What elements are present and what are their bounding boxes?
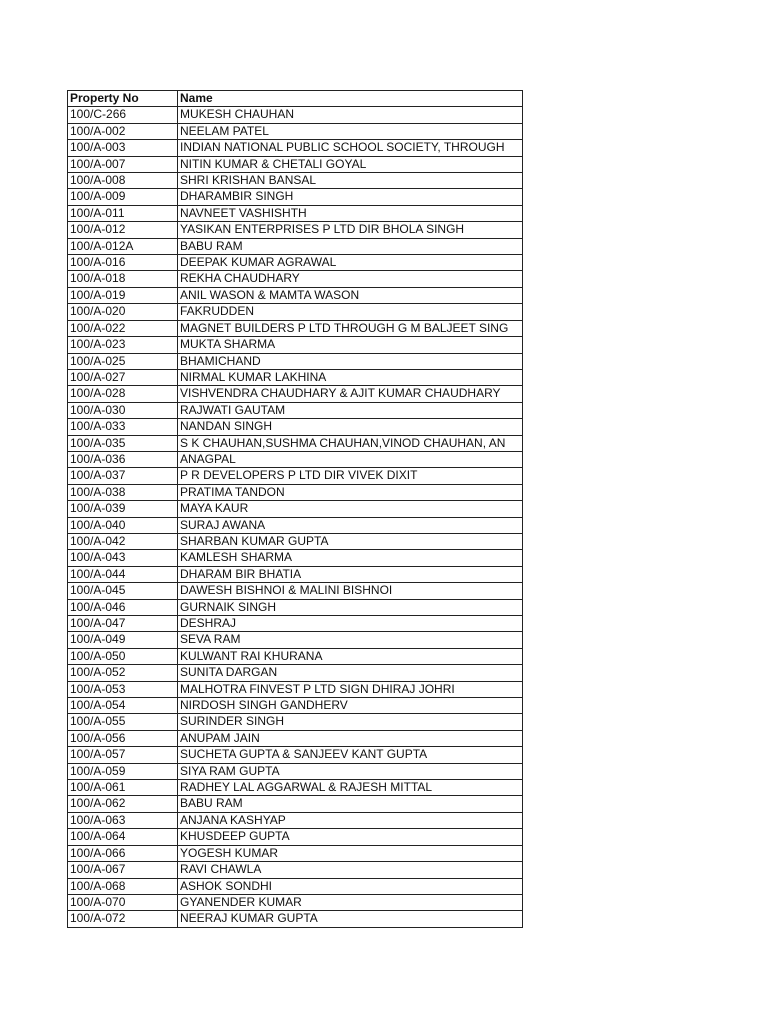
table-row bbox=[68, 484, 523, 500]
table-row bbox=[68, 796, 523, 812]
cell-property-no: 100/A-054 bbox=[68, 698, 178, 714]
cell-name: ANAGPAL bbox=[178, 451, 523, 467]
cell-property-no: 100/A-052 bbox=[68, 665, 178, 681]
table-row bbox=[68, 156, 523, 172]
cell-name: NIRMAL KUMAR LAKHINA bbox=[178, 369, 523, 385]
cell-property-no: 100/A-008 bbox=[68, 173, 178, 189]
cell-property-no: 100/A-042 bbox=[68, 533, 178, 549]
table-row bbox=[68, 566, 523, 582]
table-row bbox=[68, 255, 523, 271]
cell-name: MAGNET BUILDERS P LTD THROUGH G M BALJEET SING bbox=[178, 320, 523, 336]
cell-name: MUKTA SHARMA bbox=[178, 337, 523, 353]
cell-property-no: 100/A-066 bbox=[68, 845, 178, 861]
cell-property-no: 100/A-016 bbox=[68, 255, 178, 271]
table-row bbox=[68, 517, 523, 533]
cell-property-no: 100/A-056 bbox=[68, 730, 178, 746]
cell-name: DAWESH BISHNOI & MALINI BISHNOI bbox=[178, 583, 523, 599]
cell-name: MAYA KAUR bbox=[178, 501, 523, 517]
cell-property-no: 100/A-059 bbox=[68, 763, 178, 779]
cell-name: BABU RAM bbox=[178, 238, 523, 254]
table-row bbox=[68, 616, 523, 632]
table-row bbox=[68, 337, 523, 353]
table-row bbox=[68, 747, 523, 763]
cell-property-no: 100/A-040 bbox=[68, 517, 178, 533]
cell-name: GYANENDER KUMAR bbox=[178, 894, 523, 910]
cell-property-no: 100/A-061 bbox=[68, 780, 178, 796]
table-row bbox=[68, 123, 523, 139]
cell-property-no: 100/A-019 bbox=[68, 287, 178, 303]
cell-property-no: 100/C-266 bbox=[68, 107, 178, 123]
cell-property-no: 100/A-070 bbox=[68, 894, 178, 910]
cell-name: KAMLESH SHARMA bbox=[178, 550, 523, 566]
cell-property-no: 100/A-050 bbox=[68, 648, 178, 664]
spreadsheet-page bbox=[67, 90, 522, 928]
cell-name: MALHOTRA FINVEST P LTD SIGN DHIRAJ JOHRI bbox=[178, 681, 523, 697]
cell-name: DEEPAK KUMAR AGRAWAL bbox=[178, 255, 523, 271]
table-row bbox=[68, 533, 523, 549]
table-row bbox=[68, 501, 523, 517]
cell-name: PRATIMA TANDON bbox=[178, 484, 523, 500]
cell-name: NEERAJ KUMAR GUPTA bbox=[178, 911, 523, 927]
table-row bbox=[68, 468, 523, 484]
header-property-no: Property No bbox=[68, 91, 178, 107]
cell-name: BABU RAM bbox=[178, 796, 523, 812]
table-row bbox=[68, 730, 523, 746]
table-row bbox=[68, 386, 523, 402]
cell-property-no: 100/A-027 bbox=[68, 369, 178, 385]
cell-property-no: 100/A-047 bbox=[68, 616, 178, 632]
table-row bbox=[68, 189, 523, 205]
cell-property-no: 100/A-011 bbox=[68, 205, 178, 221]
cell-property-no: 100/A-053 bbox=[68, 681, 178, 697]
cell-property-no: 100/A-007 bbox=[68, 156, 178, 172]
cell-property-no: 100/A-020 bbox=[68, 304, 178, 320]
cell-name: ASHOK SONDHI bbox=[178, 878, 523, 894]
cell-property-no: 100/A-038 bbox=[68, 484, 178, 500]
cell-property-no: 100/A-067 bbox=[68, 862, 178, 878]
cell-property-no: 100/A-057 bbox=[68, 747, 178, 763]
cell-name: RAVI CHAWLA bbox=[178, 862, 523, 878]
cell-name: SURINDER SINGH bbox=[178, 714, 523, 730]
cell-property-no: 100/A-044 bbox=[68, 566, 178, 582]
cell-name: ANJANA KASHYAP bbox=[178, 812, 523, 828]
cell-name: MUKESH CHAUHAN bbox=[178, 107, 523, 123]
table-row bbox=[68, 714, 523, 730]
cell-name: SUCHETA GUPTA & SANJEEV KANT GUPTA bbox=[178, 747, 523, 763]
table-row bbox=[68, 353, 523, 369]
table-row bbox=[68, 599, 523, 615]
cell-property-no: 100/A-055 bbox=[68, 714, 178, 730]
table-row bbox=[68, 780, 523, 796]
cell-name: RAJWATI GAUTAM bbox=[178, 402, 523, 418]
table-row bbox=[68, 894, 523, 910]
cell-property-no: 100/A-046 bbox=[68, 599, 178, 615]
table-row bbox=[68, 648, 523, 664]
cell-name: SIYA RAM GUPTA bbox=[178, 763, 523, 779]
cell-property-no: 100/A-009 bbox=[68, 189, 178, 205]
cell-property-no: 100/A-002 bbox=[68, 123, 178, 139]
cell-property-no: 100/A-063 bbox=[68, 812, 178, 828]
table-row bbox=[68, 451, 523, 467]
table-row bbox=[68, 369, 523, 385]
cell-property-no: 100/A-036 bbox=[68, 451, 178, 467]
cell-name: BHAMICHAND bbox=[178, 353, 523, 369]
cell-property-no: 100/A-064 bbox=[68, 829, 178, 845]
cell-name: RADHEY LAL AGGARWAL & RAJESH MITTAL bbox=[178, 780, 523, 796]
table-row bbox=[68, 829, 523, 845]
cell-name: REKHA CHAUDHARY bbox=[178, 271, 523, 287]
table-row bbox=[68, 583, 523, 599]
cell-name: NAVNEET VASHISHTH bbox=[178, 205, 523, 221]
table-row bbox=[68, 419, 523, 435]
cell-name: KHUSDEEP GUPTA bbox=[178, 829, 523, 845]
cell-property-no: 100/A-033 bbox=[68, 419, 178, 435]
cell-property-no: 100/A-018 bbox=[68, 271, 178, 287]
cell-name: SHARBAN KUMAR GUPTA bbox=[178, 533, 523, 549]
cell-name: SEVA RAM bbox=[178, 632, 523, 648]
cell-name: S K CHAUHAN,SUSHMA CHAUHAN,VINOD CHAUHAN, AN bbox=[178, 435, 523, 451]
table-row bbox=[68, 665, 523, 681]
cell-property-no: 100/A-035 bbox=[68, 435, 178, 451]
cell-name: NANDAN SINGH bbox=[178, 419, 523, 435]
cell-name: DHARAM BIR BHATIA bbox=[178, 566, 523, 582]
table-row bbox=[68, 698, 523, 714]
cell-name: YASIKAN ENTERPRISES P LTD DIR BHOLA SINGH bbox=[178, 222, 523, 238]
cell-name: KULWANT RAI KHURANA bbox=[178, 648, 523, 664]
table-row bbox=[68, 911, 523, 927]
header-name: Name bbox=[178, 91, 523, 107]
table-row bbox=[68, 862, 523, 878]
cell-property-no: 100/A-003 bbox=[68, 140, 178, 156]
cell-property-no: 100/A-068 bbox=[68, 878, 178, 894]
table-row bbox=[68, 402, 523, 418]
cell-property-no: 100/A-037 bbox=[68, 468, 178, 484]
table-row bbox=[68, 238, 523, 254]
table-row bbox=[68, 632, 523, 648]
cell-name: DHARAMBIR SINGH bbox=[178, 189, 523, 205]
cell-property-no: 100/A-045 bbox=[68, 583, 178, 599]
table-row bbox=[68, 878, 523, 894]
cell-property-no: 100/A-023 bbox=[68, 337, 178, 353]
cell-property-no: 100/A-025 bbox=[68, 353, 178, 369]
cell-name: ANIL WASON & MAMTA WASON bbox=[178, 287, 523, 303]
cell-property-no: 100/A-062 bbox=[68, 796, 178, 812]
cell-name: NIRDOSH SINGH GANDHERV bbox=[178, 698, 523, 714]
cell-property-no: 100/A-022 bbox=[68, 320, 178, 336]
table-row bbox=[68, 320, 523, 336]
cell-name: SURAJ AWANA bbox=[178, 517, 523, 533]
table-row bbox=[68, 763, 523, 779]
table-row bbox=[68, 140, 523, 156]
cell-name: VISHVENDRA CHAUDHARY & AJIT KUMAR CHAUDHARY bbox=[178, 386, 523, 402]
cell-property-no: 100/A-028 bbox=[68, 386, 178, 402]
table-header-row bbox=[68, 91, 523, 107]
cell-name: DESHRAJ bbox=[178, 616, 523, 632]
cell-property-no: 100/A-072 bbox=[68, 911, 178, 927]
table-row bbox=[68, 304, 523, 320]
cell-property-no: 100/A-049 bbox=[68, 632, 178, 648]
table-row bbox=[68, 173, 523, 189]
cell-property-no: 100/A-043 bbox=[68, 550, 178, 566]
cell-name: GURNAIK SINGH bbox=[178, 599, 523, 615]
table-row bbox=[68, 681, 523, 697]
cell-name: ANUPAM JAIN bbox=[178, 730, 523, 746]
cell-name: SUNITA DARGAN bbox=[178, 665, 523, 681]
cell-property-no: 100/A-012A bbox=[68, 238, 178, 254]
table-row bbox=[68, 845, 523, 861]
table-row bbox=[68, 287, 523, 303]
table-row bbox=[68, 550, 523, 566]
table-row bbox=[68, 812, 523, 828]
table-body bbox=[68, 107, 523, 927]
cell-name: INDIAN NATIONAL PUBLIC SCHOOL SOCIETY, THROUGH bbox=[178, 140, 523, 156]
cell-property-no: 100/A-012 bbox=[68, 222, 178, 238]
property-table bbox=[67, 90, 523, 928]
cell-name: NEELAM PATEL bbox=[178, 123, 523, 139]
cell-property-no: 100/A-030 bbox=[68, 402, 178, 418]
cell-property-no: 100/A-039 bbox=[68, 501, 178, 517]
cell-name: P R DEVELOPERS P LTD DIR VIVEK DIXIT bbox=[178, 468, 523, 484]
table-row bbox=[68, 107, 523, 123]
cell-name: YOGESH KUMAR bbox=[178, 845, 523, 861]
table-row bbox=[68, 205, 523, 221]
table-row bbox=[68, 222, 523, 238]
cell-name: FAKRUDDEN bbox=[178, 304, 523, 320]
cell-name: NITIN KUMAR & CHETALI GOYAL bbox=[178, 156, 523, 172]
table-row bbox=[68, 435, 523, 451]
cell-name: SHRI KRISHAN BANSAL bbox=[178, 173, 523, 189]
table-row bbox=[68, 271, 523, 287]
